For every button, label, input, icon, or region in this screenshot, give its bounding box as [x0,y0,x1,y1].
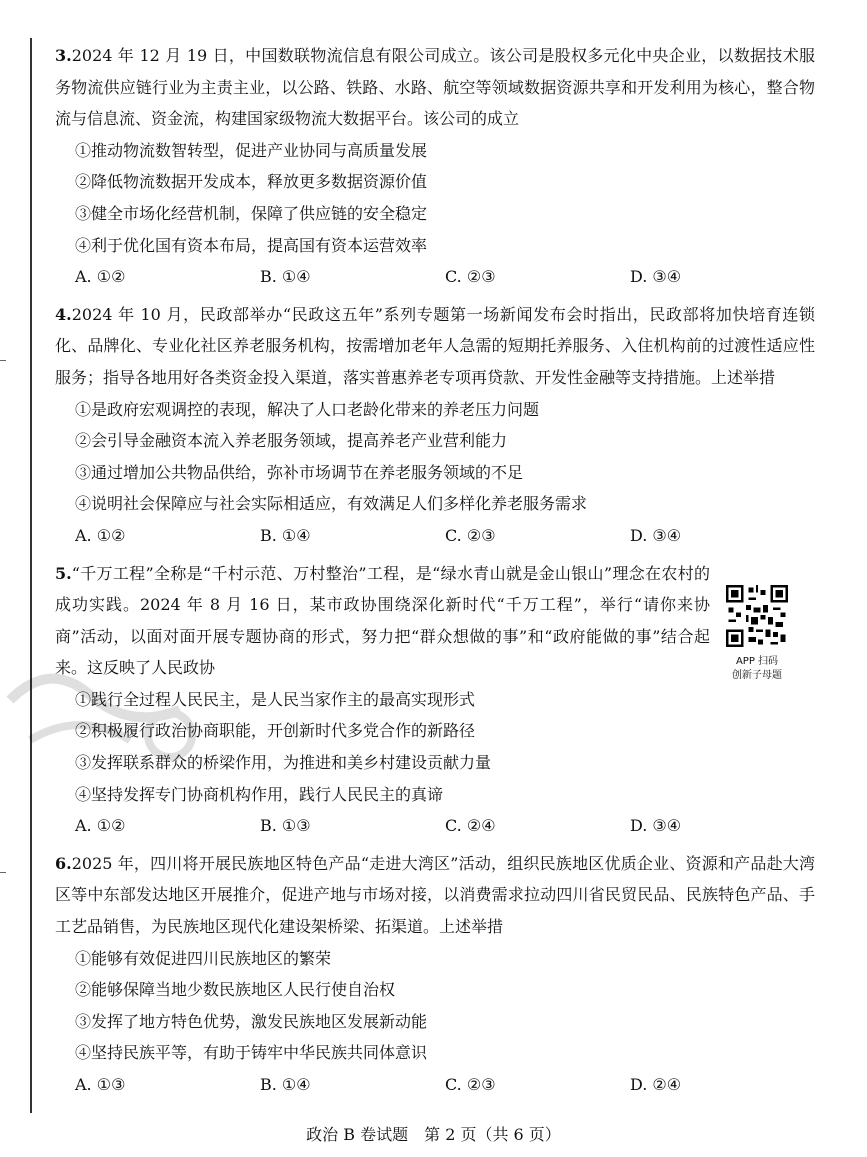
statement-option: ④利于优化国有资本布局，提高国有资本运营效率 [75,235,428,255]
qr-caption [723,655,791,683]
choice-d: D. ③④ [630,816,682,836]
statement-option: ①践行全过程人民民主，是人民当家作主的最高实现形式 [75,689,476,709]
question-text: 2025 年，四川将开展民族地区特色产品“走进大湾区”活动，组织民族地区优质企业、资源和产品赴大湾区等中东部发达地区开展推介，促进产地与市场对接，以消费需求拉动四川省民贸民品、民族特色产品、手工艺品销售，为民族地区现代化建设架桥梁、拓渠道。上述举措 [55,853,815,937]
question-3 [55,40,815,293]
margin-tick [0,360,6,361]
question-5 [55,558,815,842]
statement-option: ②会引导金融资本流入养老服务领域，提高养老产业营利能力 [75,431,508,451]
statement-option: ③通过增加公共物品供给，弥补市场调节在养老服务领域的不足 [75,462,524,482]
margin-tick [0,872,6,873]
question-number: 4. [55,304,72,324]
statement-option: ①能够有效促进四川民族地区的繁荣 [75,948,332,968]
choice-b: B. ①③ [260,816,311,836]
statement-option: ③发挥联系群众的桥梁作用，为推进和美乡村建设贡献力量 [75,753,492,773]
statement-option: ③发挥了地方特色优势，激发民族地区发展新动能 [75,1011,428,1031]
statement-option: ②能够保障当地少数民族地区人民行使自治权 [75,980,396,1000]
question-text: 2024 年 12 月 19 日，中国数联物流信息有限公司成立。该公司是股权多元化中央企业，以数据技术服务物流供应链行业为主责主业，以公路、铁路、水路、航空等领域数据资源共享和开发利用为核心，整合物流与信息流、资金流，构建国家级物流大数据平台。该公司的成立 [55,46,815,129]
statement-option: ①推动物流数智转型，促进产业协同与高质量发展 [75,140,428,160]
choice-a: A. ①② [75,267,126,287]
page-footer: 政治 B 卷试题 第 2 页（共 6 页） [306,1125,561,1144]
left-margin-rule [30,38,32,1113]
answer-choices [75,810,815,842]
question-number: 6. [55,853,72,873]
choice-c: C. ②③ [445,1075,496,1094]
choice-b: B. ①④ [260,1075,311,1094]
question-text: “千万工程”全称是“千村示范、万村整治”工程，是“绿水青山就是金山银山”理念在农村的成功实践。2024 年 8 月 16 日，某市政协围绕深化新时代“千万工程”，举行“请你来协商”活动，以面对面开展专题协商的形式，努力把“群众想做的事”和“政府能做的事”结合起来。这反映了人民政协 [55,563,710,678]
choice-d: D. ③④ [630,267,682,287]
question-stem [55,558,710,684]
qr-code-block[interactable] [723,585,791,683]
question-number: 5. [55,563,72,583]
choice-d: D. ②④ [630,1075,682,1094]
choice-a: A. ①② [75,816,126,836]
question-number: 3. [55,46,72,65]
exam-page [55,40,815,1107]
statement-option: ②降低物流数据开发成本，释放更多数据资源价值 [75,172,428,192]
qr-code-icon[interactable] [726,585,788,647]
choice-c: C. ②③ [445,525,496,545]
answer-choices [75,261,815,293]
statement-option: ④坚持发挥专门协商机构作用，践行人民民主的真谛 [75,784,444,804]
choice-b: B. ①④ [260,525,311,545]
question-stem [55,40,815,135]
statement-option: ④说明社会保障应与社会实际相适应，有效满足人们多样化养老服务需求 [75,494,588,514]
question-stem [55,848,815,943]
statement-option: ③健全市场化经营机制，保障了供应链的安全稳定 [75,203,428,223]
choice-c: C. ②③ [445,267,496,287]
choice-b: B. ①④ [260,267,311,287]
qr-caption-line: APP 扫码 [735,656,779,667]
statement-option: ①是政府宏观调控的表现，解决了人口老龄化带来的养老压力问题 [75,399,540,419]
question-text: 2024 年 10 月，民政部举办“民政这五年”系列专题第一场新闻发布会时指出，民政部将加快培育连锁化、品牌化、专业化社区养老服务机构，按需增加老年人急需的短期托养服务、入住机构前的过渡性适应性服务；指导各地用好各类资金投入渠道，落实普惠养老专项再贷款、开发性金融等支持措施。上述举措 [55,304,815,387]
question-stem [55,299,815,394]
choice-a: A. ①② [75,525,126,545]
qr-caption-line: 创新子母题 [732,670,782,681]
statement-option: ④坚持民族平等，有助于铸牢中华民族共同体意识 [75,1043,428,1063]
statement-option: ②积极履行政治协商职能，开创新时代多党合作的新路径 [75,721,476,741]
answer-choices [75,1069,815,1101]
choice-d: D. ③④ [630,525,682,545]
choice-c: C. ②④ [445,816,496,836]
choice-a: A. ①③ [75,1075,126,1094]
answer-choices [75,520,815,552]
question-4 [55,299,815,552]
question-6 [55,848,815,1101]
